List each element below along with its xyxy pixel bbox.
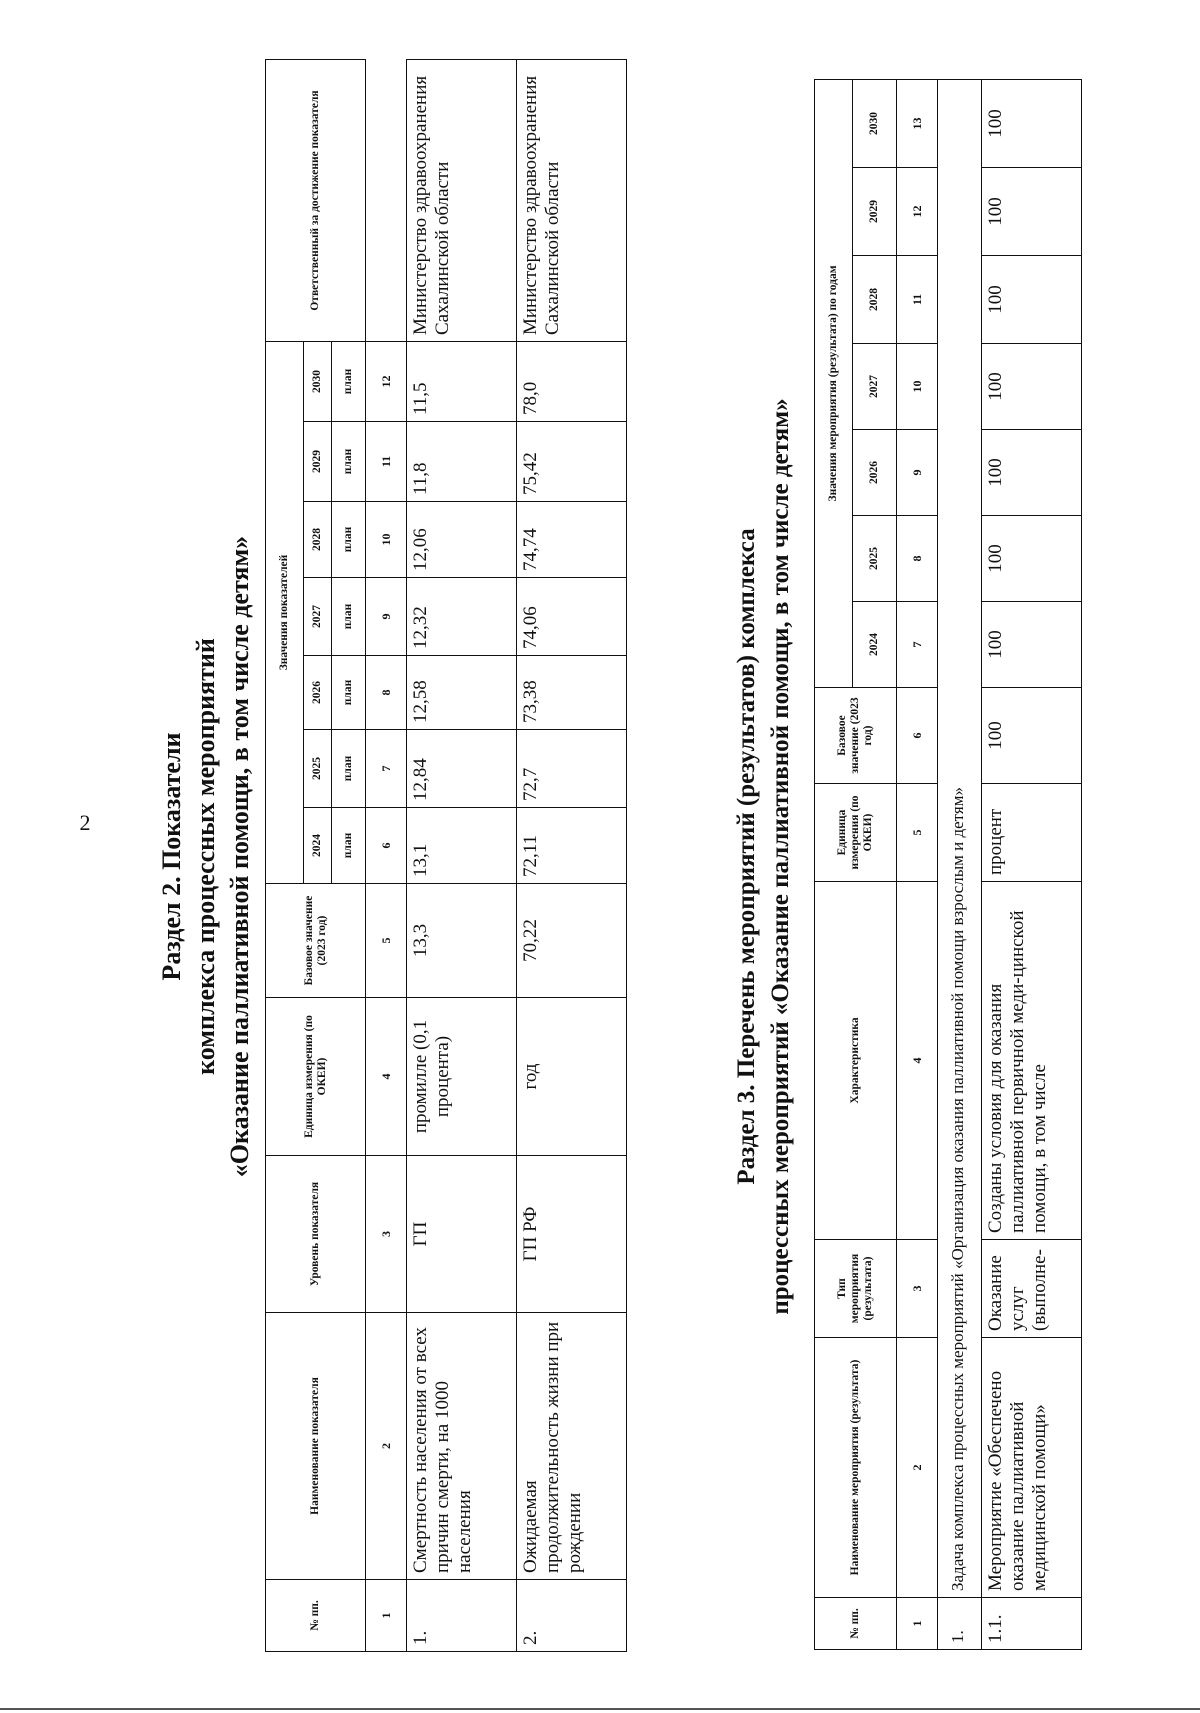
- activity-type: Оказание услуг (выполне-: [982, 1240, 1082, 1338]
- col-number: 7: [366, 730, 407, 808]
- activity-value: 100: [982, 602, 1082, 688]
- section3-activities-table: [814, 79, 1082, 1650]
- task-num: 1.: [938, 1598, 982, 1650]
- col-number: 10: [366, 502, 407, 578]
- header-year: 2028: [304, 502, 332, 578]
- header-year: 2027: [304, 578, 332, 656]
- indicator-level: ГП: [407, 1156, 517, 1313]
- col-number: 4: [366, 998, 407, 1156]
- indicator-unit: год: [517, 998, 627, 1156]
- header-year: 2030: [853, 79, 897, 167]
- header-year: 2024: [304, 808, 332, 884]
- col-number: 5: [366, 884, 407, 998]
- indicator-value: 74,74: [517, 502, 627, 578]
- header-values: Значения показателей: [266, 342, 304, 884]
- header-year: 2030: [304, 342, 332, 422]
- col-number: 1: [897, 1598, 938, 1650]
- header-plan: план: [332, 422, 366, 502]
- indicator-name: Ожидаемая продолжительность жизни при рождении: [517, 1313, 627, 1580]
- header-plan: план: [332, 578, 366, 656]
- indicator-responsible: Министерство здравоохранения Сахалинской области: [517, 60, 627, 342]
- header-values-by-year: Значения мероприятия (результата) по годам: [815, 79, 853, 687]
- indicator-value: 72,11: [517, 808, 627, 884]
- indicator-unit: промилле (0,1 процента): [407, 998, 517, 1156]
- header-level: Уровень показателя: [266, 1156, 366, 1313]
- header-year: 2028: [853, 256, 897, 344]
- activity-name: Мероприятие «Обеспечено оказание паллиативной медицинской помощи»: [982, 1338, 1082, 1598]
- activity-value: 100: [982, 256, 1082, 344]
- section3-title: [730, 0, 798, 1713]
- indicator-level: ГП РФ: [517, 1156, 627, 1313]
- col-number: 7: [897, 602, 938, 688]
- header-year: 2024: [853, 602, 897, 688]
- section2-title-line: комплекса процессных мероприятий: [191, 638, 220, 1075]
- activity-base: 100: [982, 688, 1082, 784]
- col-number: 1: [366, 1580, 407, 1652]
- col-number: 8: [366, 656, 407, 730]
- col-number: 5: [897, 784, 938, 882]
- indicator-base: 13,3: [407, 884, 517, 998]
- header-num: № пп.: [266, 1580, 366, 1652]
- section2-title: [155, 0, 257, 1713]
- table-row: [517, 60, 627, 1652]
- header-year: 2025: [853, 516, 897, 602]
- col-number: 11: [897, 256, 938, 344]
- col-number: 13: [897, 79, 938, 167]
- activity-value: 100: [982, 516, 1082, 602]
- header-num: № пп.: [815, 1598, 897, 1650]
- col-number: 4: [897, 882, 938, 1240]
- col-number: 12: [897, 168, 938, 256]
- page-number: 2: [79, 810, 91, 835]
- column-number-row: [366, 60, 407, 1652]
- section2-title-line: «Оказание паллиативной помощи, в том числе детям»: [225, 535, 254, 1178]
- header-year: 2026: [853, 430, 897, 516]
- task-row: [938, 79, 982, 1649]
- section3-title-line: Раздел 3. Перечень мероприятий (результатов) комплекса: [733, 528, 760, 1185]
- indicator-value: 12,58: [407, 656, 517, 730]
- header-plan: план: [332, 808, 366, 884]
- header-unit: Единица измерения (по ОКЕИ): [266, 998, 366, 1156]
- header-responsible: Ответственный за достижение показателя: [266, 60, 366, 342]
- task-text: Задача комплекса процессных мероприятий «Организация оказания паллиативной помощи взрослым и детям»: [938, 79, 982, 1597]
- activity-unit: процент: [982, 784, 1082, 882]
- header-year: 2027: [853, 344, 897, 430]
- header-plan: план: [332, 502, 366, 578]
- activity-characteristic: Созданы условия для оказания паллиативной первичной меди-цинской помощи, в том числе: [982, 882, 1082, 1240]
- indicator-value: 12,32: [407, 578, 517, 656]
- header-unit: Единица измерения (по ОКЕИ): [815, 784, 897, 882]
- column-number-row: [897, 79, 938, 1649]
- indicator-value: 11,5: [407, 342, 517, 422]
- activity-value: 100: [982, 344, 1082, 430]
- indicator-value: 12,84: [407, 730, 517, 808]
- header-indicator-name: Наименование показателя: [266, 1313, 366, 1580]
- indicator-value: 78,0: [517, 342, 627, 422]
- indicator-value: 73,38: [517, 656, 627, 730]
- header-plan: план: [332, 342, 366, 422]
- indicator-value: 72,7: [517, 730, 627, 808]
- col-number: 9: [366, 578, 407, 656]
- activity-value: 100: [982, 430, 1082, 516]
- section2-title-line: Раздел 2. Показатели: [157, 732, 186, 981]
- col-number: 11: [366, 422, 407, 502]
- header-year: 2029: [853, 168, 897, 256]
- section2-indicators-table: [265, 59, 627, 1652]
- header-activity-name: Наименование мероприятия (результата): [815, 1338, 897, 1598]
- activity-value: 100: [982, 79, 1082, 167]
- col-number: 6: [366, 808, 407, 884]
- col-number: 3: [897, 1240, 938, 1338]
- indicator-name: Смертность населения от всех причин смерти, на 1000 населения: [407, 1313, 517, 1580]
- header-base-value: Базовое значение (2023 год): [815, 688, 897, 784]
- indicator-value: 11,8: [407, 422, 517, 502]
- col-number: 6: [897, 688, 938, 784]
- indicator-value: 74,06: [517, 578, 627, 656]
- indicator-value: 75,42: [517, 422, 627, 502]
- header-year: 2025: [304, 730, 332, 808]
- activity-value: 100: [982, 168, 1082, 256]
- header-year: 2029: [304, 422, 332, 502]
- col-number: 9: [897, 430, 938, 516]
- row-num: 1.1.: [982, 1598, 1082, 1650]
- table-row: [407, 60, 517, 1652]
- header-activity-type: Тип мероприятия (результата): [815, 1240, 897, 1338]
- col-number: 3: [366, 1156, 407, 1313]
- header-year: 2026: [304, 656, 332, 730]
- col-number: 12: [366, 342, 407, 422]
- col-number: 2: [897, 1338, 938, 1598]
- indicator-responsible: Министерство здравоохранения Сахалинской области: [407, 60, 517, 342]
- indicator-value: 12,06: [407, 502, 517, 578]
- col-number: 2: [366, 1313, 407, 1580]
- header-characteristic: Характеристика: [815, 882, 897, 1240]
- header-plan: план: [332, 730, 366, 808]
- header-base-value: Базовое значение (2023 год): [266, 884, 366, 998]
- indicator-base: 70,22: [517, 884, 627, 998]
- indicator-value: 13,1: [407, 808, 517, 884]
- table-row: [982, 79, 1082, 1649]
- col-number: 8: [897, 516, 938, 602]
- header-plan: план: [332, 656, 366, 730]
- section3-title-line: процессных мероприятий «Оказание паллиативной помощи, в том числе детям»: [767, 398, 794, 1315]
- row-num: 2.: [517, 1580, 627, 1652]
- col-number: 10: [897, 344, 938, 430]
- row-num: 1.: [407, 1580, 517, 1652]
